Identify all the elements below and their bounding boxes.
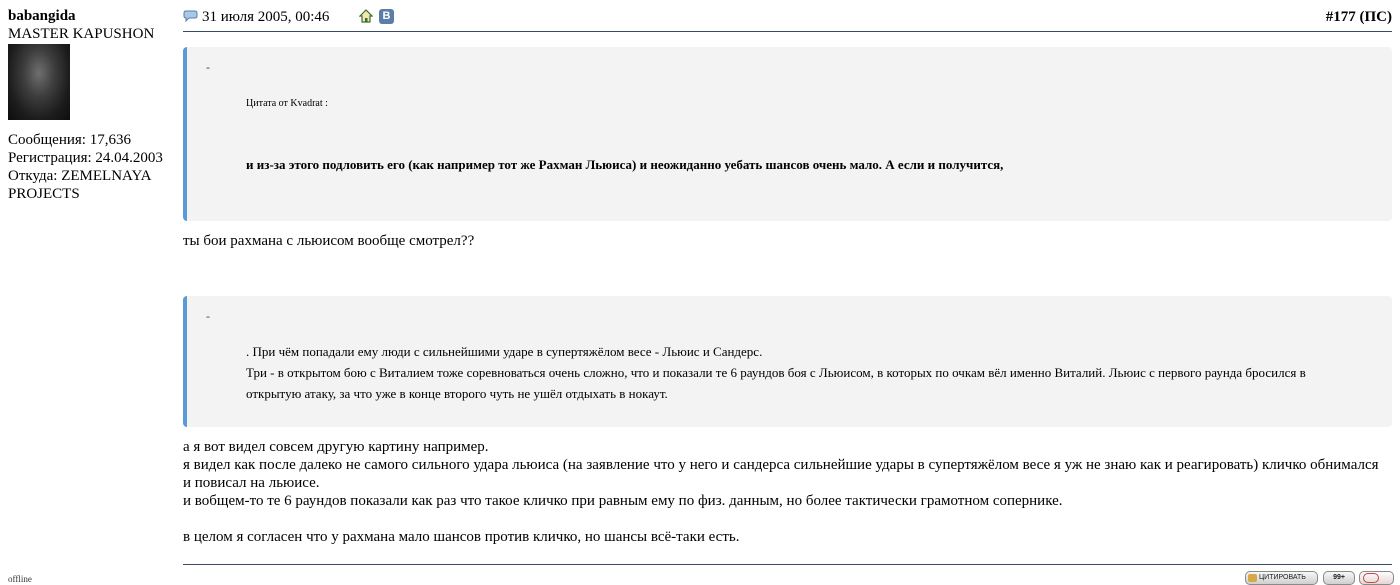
post-footer-divider (183, 564, 1392, 565)
online-status: offline (8, 574, 32, 584)
username[interactable]: babangida (8, 8, 76, 24)
reply-icon (1363, 573, 1379, 583)
quote-line: Три - в открытом бою с Виталием тоже соревноваться очень сложно, что и показали те 6 раундов боя с Льюисом, в которых по очкам вёл именно Виталий. Льюис с первого раунда бросился в открытую атаку, за что уже в конце второго чуть не ушёл отдыхать в нокаут. (246, 365, 1306, 401)
post-header (183, 7, 1392, 32)
reply-text: ты бои рахмана с льюисом вообще смотрел?? (183, 233, 475, 249)
reply-line: я видел как после далеко не самого сильного удара льюиса (на заявление что у него и сандерса сильнейшие удары в супертяжёлом весе я уж не знаю как и реагировать) кличко обнимался и повисал на льюисе. (183, 457, 1379, 491)
user-title: MASTER KAPUSHON (8, 26, 155, 42)
user-registration-date: Регистрация: 24.04.2003 (8, 150, 163, 166)
post-number-suffix: (ПС) (1355, 9, 1392, 25)
reply-line: в целом я согласен что у рахмана мало шансов против кличко, но шансы всё-таки есть. (183, 529, 740, 545)
vk-share-icon[interactable]: В (379, 9, 394, 24)
quote-block-2 (183, 296, 1392, 427)
quote-dash: - (206, 309, 210, 323)
user-location-cont: PROJECTS (8, 186, 80, 202)
user-post-count: Сообщения: 17,636 (8, 132, 131, 148)
quote-dash: - (206, 60, 210, 74)
quote-text (246, 341, 1346, 404)
post-date: 31 июля 2005, 00:46 (202, 9, 330, 25)
quote-text: и из-за этого подловить его (как например тот же Рахман Льюиса) и неожиданно уебать шансов очень мало. А если и получится, (246, 157, 1004, 172)
quote-button-label: ЦИТИРОВАТЬ (1259, 574, 1306, 581)
post-number[interactable] (1326, 9, 1392, 26)
multiquote-button[interactable]: 99+ (1323, 571, 1355, 585)
reply-line: а я вот видел совсем другую картину например. (183, 439, 489, 455)
quote-block (183, 47, 1392, 221)
post-number-value[interactable]: #177 (1325, 9, 1356, 25)
avatar[interactable] (8, 44, 70, 120)
user-panel (8, 7, 178, 203)
quote-line: . При чём попадали ему люди с сильнейшими ударе в супертяжёлом весе - Льюис и Сандерс. (246, 344, 763, 359)
reply-line: и вобщем-то те 6 раундов показали как раз что такое кличко при равным ему по физ. данным, но более тактически грамотном сопернике. (183, 493, 1063, 509)
home-icon[interactable] (359, 9, 373, 23)
reply-text-2 (183, 438, 1388, 546)
quote-icon (1248, 574, 1257, 582)
user-location: Откуда: ZEMELNAYA (8, 168, 152, 184)
quote-citation: Цитата от Kvadrat : (246, 98, 328, 109)
post-icon (183, 10, 198, 22)
